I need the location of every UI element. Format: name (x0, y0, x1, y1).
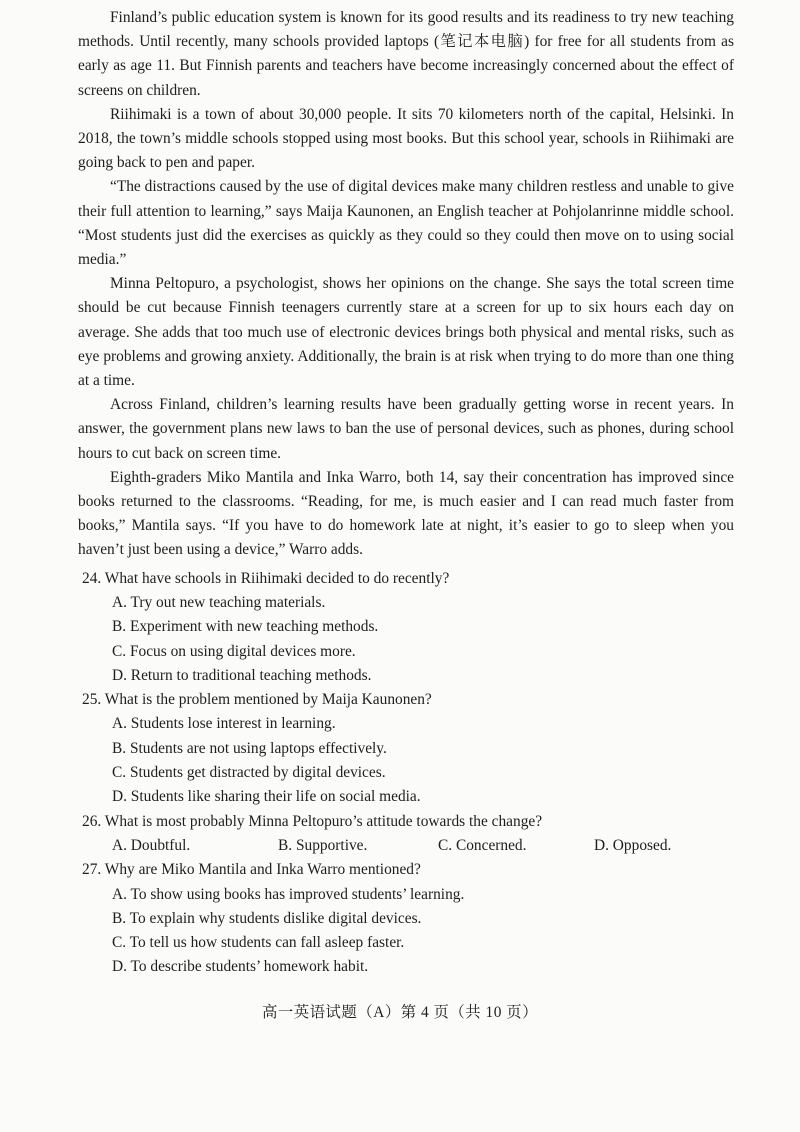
exam-page (78, 6, 734, 980)
option-c: C. Students get distracted by digital devices. (112, 764, 386, 782)
option-b: B. Students are not using laptops effectively. (112, 739, 387, 757)
option-c: C. Focus on using digital devices more. (112, 642, 356, 660)
reading-passage (78, 6, 734, 563)
option-d: D. Return to traditional teaching methods. (112, 666, 372, 684)
passage-paragraph: Eighth-graders Miko Mantila and Inka Warro, both 14, say their concentration has improved since books returned to the classrooms. “Reading, for me, is much easier and I can read much faster from books,” Mantila says. “If you have to do homework late at night, it’s easier to go to sleep when you haven’t just been using a device,” Warro adds. (78, 468, 734, 559)
passage-paragraph: Across Finland, children’s learning results have been gradually getting worse in recent years. In answer, the government plans new laws to ban the use of personal devices, such as phones, during school hours to cut back on screen time. (78, 396, 734, 462)
option-a: A. Doubtful. (112, 836, 191, 854)
question-stem: 26. What is most probably Minna Peltopuro’s attitude towards the change? (82, 812, 543, 830)
option-a: A. Students lose interest in learning. (112, 715, 336, 733)
question-24 (78, 567, 734, 688)
option-d: D. To describe students’ homework habit. (112, 958, 369, 976)
option-c: C. Concerned. (438, 836, 527, 854)
option-a: A. To show using books has improved students’ learning. (112, 885, 465, 903)
question-list (78, 567, 734, 980)
passage-paragraph: Riihimaki is a town of about 30,000 people. It sits 70 kilometers north of the capital, Helsinki. In 2018, the town’s middle schools stopped using most books. But this school year, schools in Riihimaki are going back to pen and paper. (78, 105, 734, 172)
option-b: B. Experiment with new teaching methods. (112, 618, 379, 636)
question-stem: 27. Why are Miko Mantila and Inka Warro mentioned? (82, 861, 421, 879)
page-footer: 高一英语试题（A）第 4 页（共 10 页） (261, 1004, 539, 1021)
passage-paragraph: Minna Peltopuro, a psychologist, shows her opinions on the change. She says the total screen time should be cut because Finnish teenagers currently stare at a screen for up to six hours each day on average. She adds that too much use of electronic devices brings both physical and mental risks, such as eye problems and growing anxiety. Additionally, the brain is at risk when trying to do more than one thing at a time. (78, 275, 734, 390)
question-25 (78, 688, 734, 809)
option-b: B. Supportive. (278, 836, 368, 854)
question-27 (78, 858, 734, 979)
option-d: D. Students like sharing their life on social media. (112, 788, 421, 806)
option-row (112, 834, 734, 858)
passage-paragraph: “The distractions caused by the use of digital devices make many children restless and unable to give their full attention to learning,” says Maija Kaunonen, an English teacher at Pohjolanrinne middle school. “Most students just did the exercises as quickly as they could so they could then move on to using social media.” (78, 178, 734, 269)
question-stem: 24. What have schools in Riihimaki decided to do recently? (82, 569, 450, 587)
option-c: C. To tell us how students can fall asleep faster. (112, 934, 405, 952)
option-d: D. Opposed. (594, 836, 672, 854)
question-stem: 25. What is the problem mentioned by Maija Kaunonen? (82, 691, 432, 709)
option-b: B. To explain why students dislike digital devices. (112, 909, 422, 927)
question-26 (78, 810, 734, 859)
option-a: A. Try out new teaching materials. (112, 593, 326, 611)
passage-paragraph: Finland’s public education system is known for its good results and its readiness to try new teaching methods. Until recently, many schools provided laptops (笔记本电脑) for free for all students from as early as age 11. But Finnish parents and teachers have become increasingly concerned about the effect of screens on children. (78, 9, 734, 99)
